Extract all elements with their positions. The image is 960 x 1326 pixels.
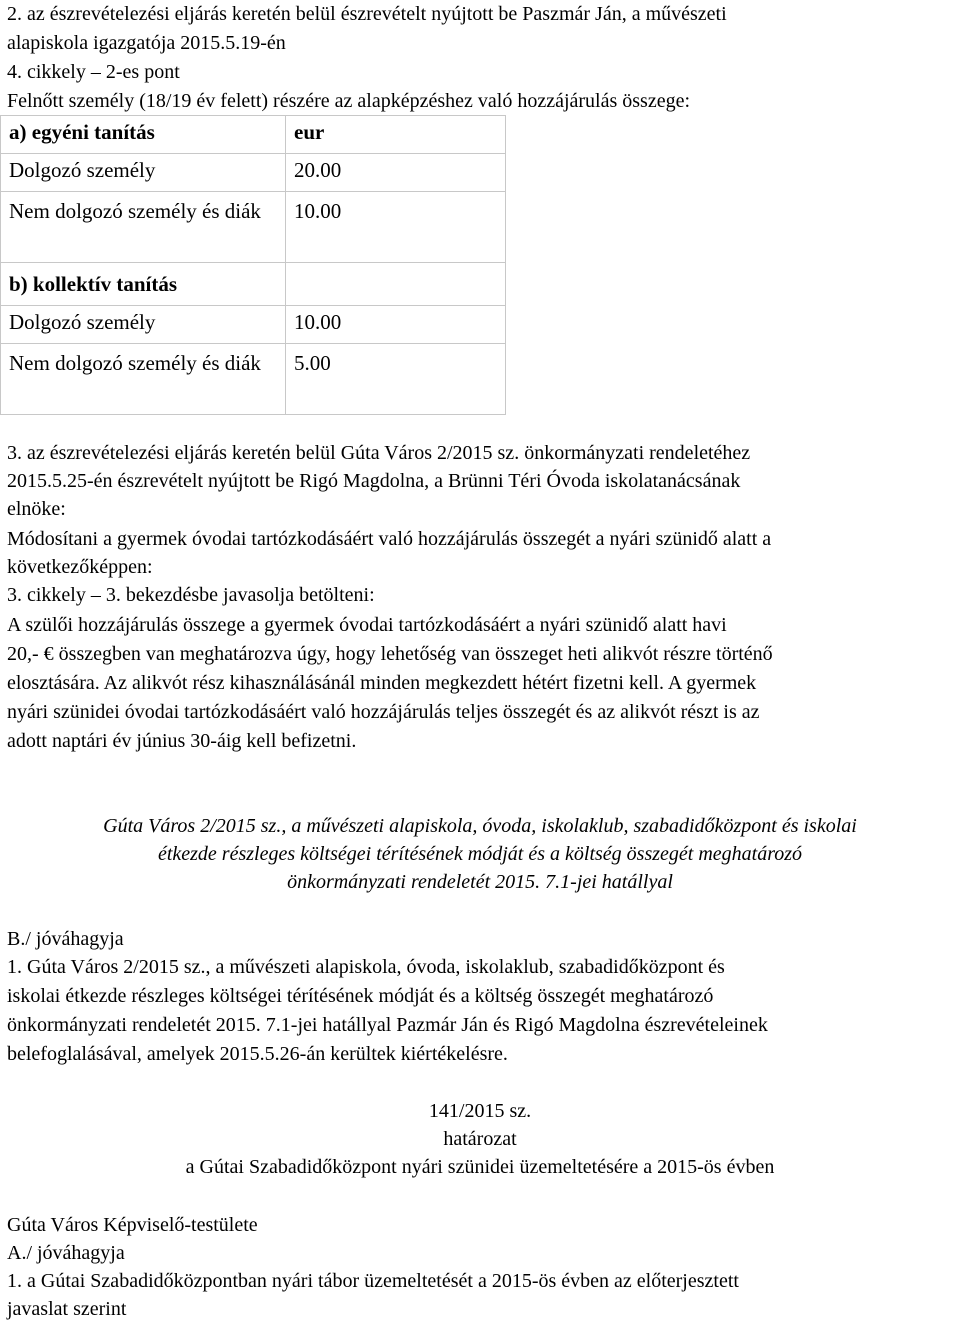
text-line: iskolai étkezde részleges költségei térítésének módját és a költség összegét meghatározó [7, 985, 714, 1007]
text-line: 4. cikkely – 2-es pont [7, 61, 180, 83]
text-line: 1. a Gútai Szabadidőközpontban nyári tábor üzemeltetését a 2015-ös évben az előterjesztett [7, 1270, 739, 1292]
text-line: elosztására. Az alikvót rész kihasználásánál minden megkezdett hétért fizetni kell. A gyermek [7, 672, 757, 694]
regulation-title-line: Gúta Város 2/2015 sz., a művészeti alapiskola, óvoda, iskolaklub, szabadidőközpont és iskolai [103, 815, 857, 837]
table-cell-value: 10.00 [286, 306, 506, 344]
text-line: A szülői hozzájárulás összege a gyermek óvodai tartózkodásáért a nyári szünidő alatt havi [7, 614, 727, 636]
text-line: nyári szünidei óvodai tartózkodásáért való hozzájárulás teljes összegét és az alikvót részt is az [7, 701, 760, 723]
text-line: 3. az észrevételezési eljárás keretén belül Gúta Város 2/2015 sz. önkormányzati rendeletéhez [7, 442, 751, 464]
table-header-unit: eur [286, 116, 506, 154]
table-cell-value: 10.00 [286, 192, 506, 263]
resolution-subject: a Gútai Szabadidőközpont nyári szünidei üzemeltetésére a 2015-ös évben [185, 1156, 775, 1178]
text-line: 1. Gúta Város 2/2015 sz., a művészeti alapiskola, óvoda, iskolaklub, szabadidőközpont és [7, 956, 725, 978]
resolution-type: határozat [443, 1128, 517, 1150]
text-line: 2015.5.25-én észrevételt nyújtott be Rigó Magdolna, a Brünni Téri Óvoda iskolatanácsának [7, 470, 741, 492]
resolution-number: 141/2015 sz. [428, 1100, 532, 1122]
text-line: alapiskola igazgatója 2015.5.19-én [7, 32, 286, 54]
table-cell-label: Dolgozó személy [1, 306, 286, 344]
text-line: elnöke: [7, 498, 66, 520]
regulation-title-line: étkezde részleges költségei térítésének módját és a költség összegét meghatározó [157, 843, 803, 865]
text-line: adott naptári év június 30-áig kell befizetni. [7, 730, 357, 752]
text-line: Módosítani a gyermek óvodai tartózkodásáért való hozzájárulás összegét a nyári szünidő alatt a [7, 528, 772, 550]
text-line: Gúta Város Képviselő-testülete [7, 1214, 258, 1236]
table-cell-empty [286, 263, 506, 306]
text-line: belefoglalásával, amelyek 2015.5.26-án kerültek kiértékelésre. [7, 1043, 508, 1065]
regulation-title-line: önkormányzati rendeletét 2015. 7.1-jei hatállyal [287, 871, 673, 893]
table-header-label: a) egyéni tanítás [1, 116, 286, 154]
text-line: 2. az észrevételezési eljárás keretén belül észrevételt nyújtott be Paszmár Ján, a művészeti [7, 3, 727, 25]
table-subheader: b) kollektív tanítás [1, 263, 286, 306]
text-line: A./ jóváhagyja [7, 1242, 125, 1264]
text-line: B./ jóváhagyja [7, 928, 124, 950]
text-line: javaslat szerint [7, 1298, 127, 1320]
text-line: Felnőtt személy (18/19 év felett) részére az alapképzéshez való hozzájárulás összege: [7, 90, 691, 112]
table-cell-label: Dolgozó személy [1, 154, 286, 192]
table-cell-value: 5.00 [286, 344, 506, 415]
table-cell-value: 20.00 [286, 154, 506, 192]
text-line: következőképpen: [7, 556, 153, 578]
text-line: 20,- € összegben van meghatározva úgy, hogy lehetőség van összeget heti alikvót részre történő [7, 643, 773, 665]
table-cell-label: Nem dolgozó személy és diák [1, 192, 286, 263]
text-line: 3. cikkely – 3. bekezdésbe javasolja betölteni: [7, 584, 375, 606]
fee-table [0, 115, 506, 415]
text-line: önkormányzati rendeletét 2015. 7.1-jei hatállyal Pazmár Ján és Rigó Magdolna észrevételeinek [7, 1014, 768, 1036]
table-cell-label: Nem dolgozó személy és diák [1, 344, 286, 415]
